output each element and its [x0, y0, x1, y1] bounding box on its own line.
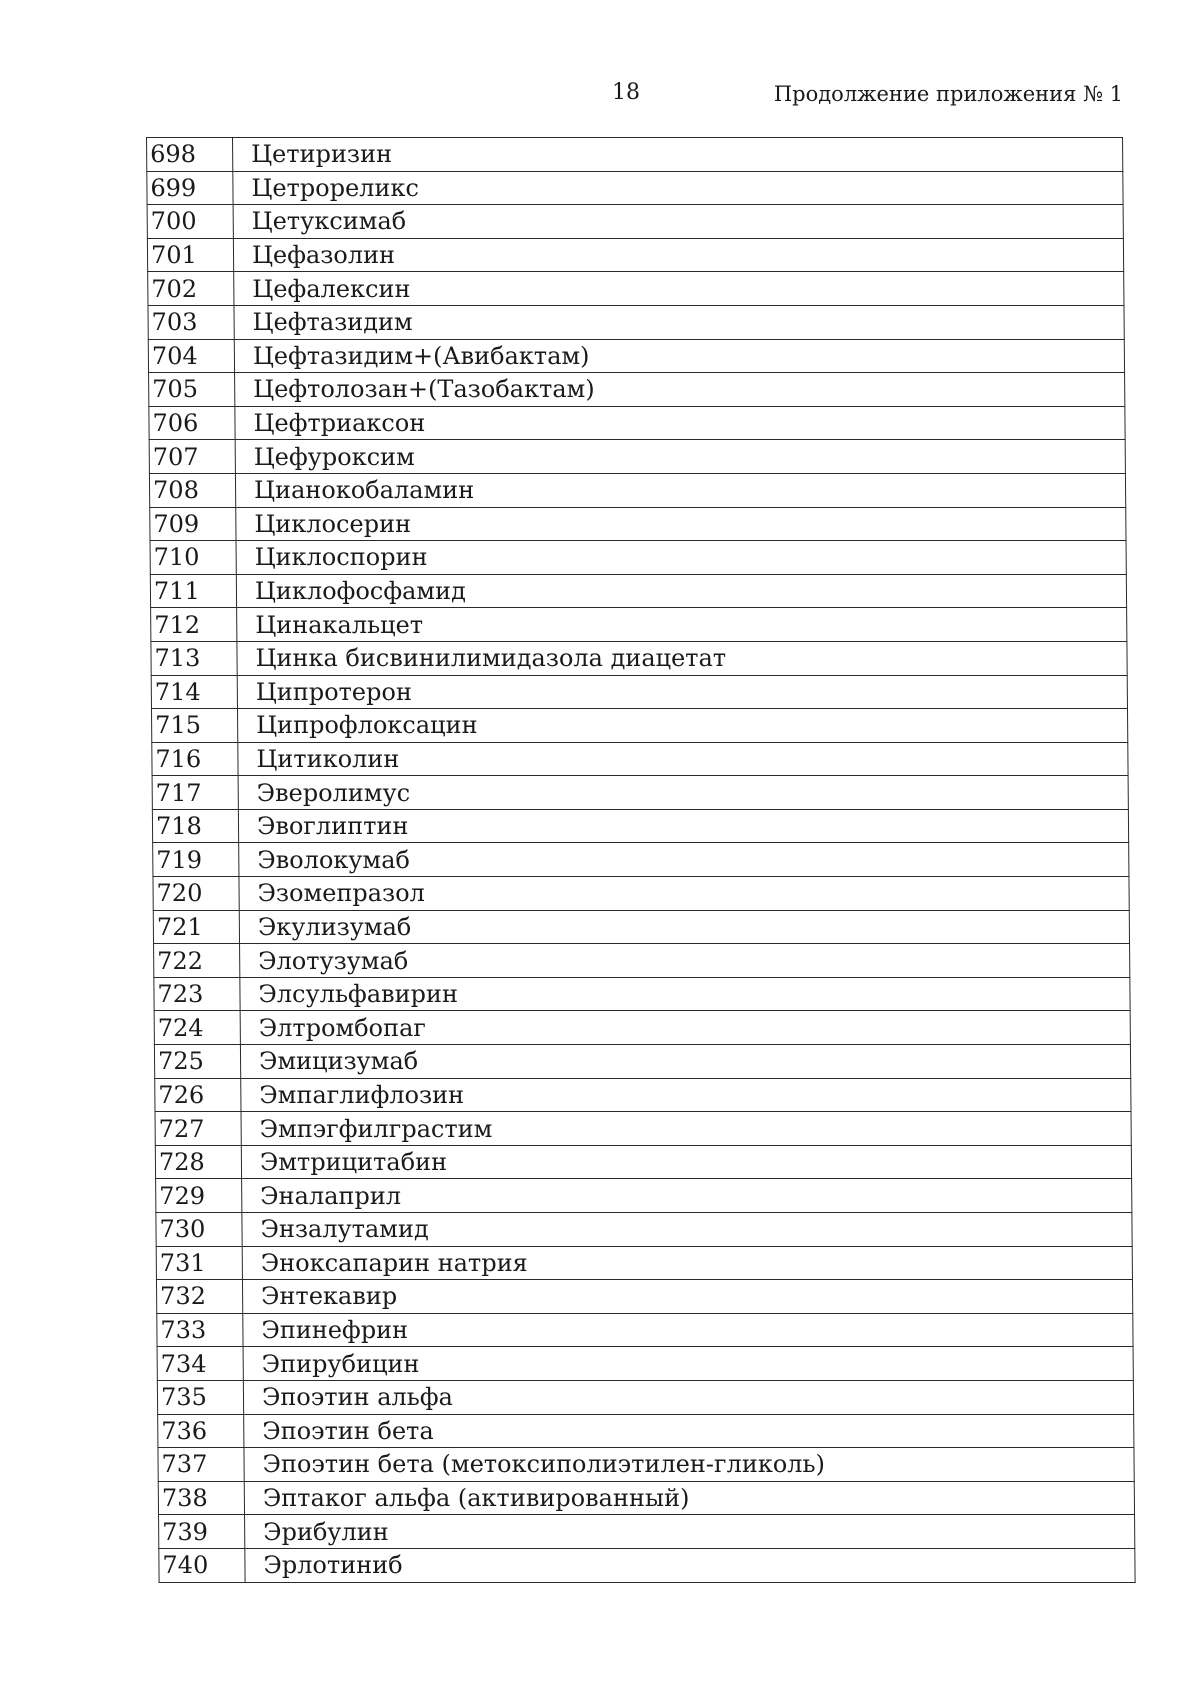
row-number: 708: [149, 473, 235, 507]
table-row: [152, 809, 1128, 843]
table-row: [156, 1179, 1132, 1213]
row-number: 727: [155, 1112, 241, 1146]
table-row: [147, 138, 1123, 172]
table-row: [147, 238, 1123, 272]
drug-name: Эмтрицитабин: [241, 1145, 1131, 1179]
table-row: [154, 977, 1130, 1011]
drug-name: Эпоэтин бета: [244, 1414, 1134, 1448]
row-number: 735: [157, 1380, 243, 1414]
table-row: [150, 507, 1126, 541]
drug-name: Цетрореликс: [233, 171, 1123, 205]
table-row: [153, 877, 1129, 911]
row-number: 705: [149, 373, 235, 407]
table-row: [152, 776, 1128, 810]
table-row: [152, 742, 1128, 776]
row-number: 715: [151, 709, 237, 743]
table-row: [155, 1112, 1131, 1146]
row-number: 700: [147, 205, 233, 239]
row-number: 737: [158, 1448, 244, 1482]
table-row: [149, 473, 1125, 507]
drug-name: Циклоспорин: [236, 541, 1126, 575]
table-row: [154, 1011, 1130, 1045]
row-number: 740: [159, 1548, 245, 1582]
row-number: 721: [153, 910, 239, 944]
drug-name: Эзомепразол: [239, 877, 1129, 911]
drug-name: Элотузумаб: [240, 944, 1130, 978]
drug-name: Эптаког альфа (активированный): [244, 1481, 1134, 1515]
row-number: 724: [154, 1011, 240, 1045]
drug-name: Элтромбопаг: [240, 1011, 1130, 1045]
row-number: 733: [157, 1313, 243, 1347]
table-row: [151, 608, 1127, 642]
drug-name: Экулизумаб: [239, 910, 1129, 944]
row-number: 730: [156, 1213, 242, 1247]
row-number: 726: [155, 1078, 241, 1112]
row-number: 713: [151, 641, 237, 675]
table-row: [159, 1515, 1135, 1549]
row-number: 734: [157, 1347, 243, 1381]
table-row: [157, 1313, 1133, 1347]
page-number: 18: [612, 80, 640, 105]
table-row: [156, 1213, 1132, 1247]
row-number: 712: [151, 608, 237, 642]
drug-name: Цинакальцет: [237, 608, 1127, 642]
table-row: [155, 1145, 1131, 1179]
table-row: [154, 944, 1130, 978]
table-row: [153, 910, 1129, 944]
row-number: 702: [148, 272, 234, 306]
drug-name: Эверолимус: [238, 776, 1128, 810]
table-row: [158, 1414, 1134, 1448]
table-row: [147, 205, 1123, 239]
drug-name: Цефтазидим: [234, 305, 1124, 339]
table-row: [149, 373, 1125, 407]
drug-name: Цианокобаламин: [235, 473, 1125, 507]
drug-name: Цетиризин: [233, 138, 1123, 172]
drug-name: Энтекавир: [242, 1280, 1132, 1314]
row-number: 710: [150, 541, 236, 575]
table-row: [148, 272, 1124, 306]
row-number: 723: [154, 977, 240, 1011]
row-number: 729: [156, 1179, 242, 1213]
drug-name: Ципрофлоксацин: [237, 709, 1127, 743]
table-row: [151, 675, 1127, 709]
table-row: [153, 843, 1129, 877]
row-number: 714: [151, 675, 237, 709]
table-row: [159, 1548, 1135, 1582]
row-number: 706: [149, 406, 235, 440]
table-row: [150, 574, 1126, 608]
drug-name: Эпинефрин: [243, 1313, 1133, 1347]
table-row: [149, 406, 1125, 440]
row-number: 732: [156, 1280, 242, 1314]
drug-name: Ципротерон: [237, 675, 1127, 709]
table-row: [147, 171, 1123, 205]
drug-table-body: [147, 138, 1136, 1583]
row-number: 709: [150, 507, 236, 541]
row-number: 718: [152, 809, 238, 843]
table-row: [158, 1448, 1134, 1482]
drug-name: Эрибулин: [245, 1515, 1135, 1549]
row-number: 731: [156, 1246, 242, 1280]
row-number: 722: [154, 944, 240, 978]
row-number: 720: [153, 877, 239, 911]
drug-name: Эпирубицин: [243, 1347, 1133, 1381]
drug-name: Эрлотиниб: [245, 1548, 1135, 1582]
drug-name: Эмицизумаб: [240, 1045, 1130, 1079]
row-number: 725: [154, 1045, 240, 1079]
table-row: [151, 641, 1127, 675]
drug-name: Цефтолозан+(Тазобактам): [235, 373, 1125, 407]
drug-name: Эноксапарин натрия: [242, 1246, 1132, 1280]
table-row: [156, 1280, 1132, 1314]
row-number: 699: [147, 171, 233, 205]
row-number: 736: [158, 1414, 244, 1448]
drug-name: Цефазолин: [233, 238, 1123, 272]
row-number: 717: [152, 776, 238, 810]
drug-name: Цефтриаксон: [235, 406, 1125, 440]
row-number: 739: [159, 1515, 245, 1549]
drug-name: Цитиколин: [238, 742, 1128, 776]
table-row: [155, 1078, 1131, 1112]
row-number: 698: [147, 138, 233, 172]
row-number: 738: [158, 1481, 244, 1515]
drug-name: Эпоэтин бета (метоксиполиэтилен-гликоль): [244, 1448, 1134, 1482]
drug-name: Цефтазидим+(Авибактам): [234, 339, 1124, 373]
drug-name: Эпоэтин альфа: [243, 1380, 1133, 1414]
drug-name: Цинка бисвинилимидазола диацетат: [237, 641, 1127, 675]
drug-name: Цефалексин: [234, 272, 1124, 306]
drug-name: Цефуроксим: [235, 440, 1125, 474]
row-number: 704: [148, 339, 234, 373]
table-row: [157, 1347, 1133, 1381]
drug-name: Эволокумаб: [239, 843, 1129, 877]
row-number: 719: [153, 843, 239, 877]
table-row: [149, 440, 1125, 474]
drug-name: Цетуксимаб: [233, 205, 1123, 239]
page-caption: Продолжение приложения № 1: [773, 82, 1123, 106]
drug-name: Элсульфавирин: [240, 977, 1130, 1011]
drug-name: Эмпаглифлозин: [241, 1078, 1131, 1112]
row-number: 701: [147, 238, 233, 272]
row-number: 711: [150, 574, 236, 608]
table-row: [156, 1246, 1132, 1280]
drug-name: Эвоглиптин: [238, 809, 1128, 843]
row-number: 703: [148, 305, 234, 339]
drug-name: Энзалутамид: [242, 1213, 1132, 1247]
row-number: 716: [152, 742, 238, 776]
drug-table: [146, 137, 1136, 1583]
table-row: [148, 339, 1124, 373]
table-row: [151, 709, 1127, 743]
drug-name: Циклофосфамид: [236, 574, 1126, 608]
drug-name: Циклосерин: [236, 507, 1126, 541]
table-row: [154, 1045, 1130, 1079]
row-number: 707: [149, 440, 235, 474]
table-row: [150, 541, 1126, 575]
table-row: [148, 305, 1124, 339]
row-number: 728: [155, 1145, 241, 1179]
drug-name: Эналаприл: [242, 1179, 1132, 1213]
drug-name: Эмпэгфилграстим: [241, 1112, 1131, 1146]
table-row: [157, 1380, 1133, 1414]
table-row: [158, 1481, 1134, 1515]
